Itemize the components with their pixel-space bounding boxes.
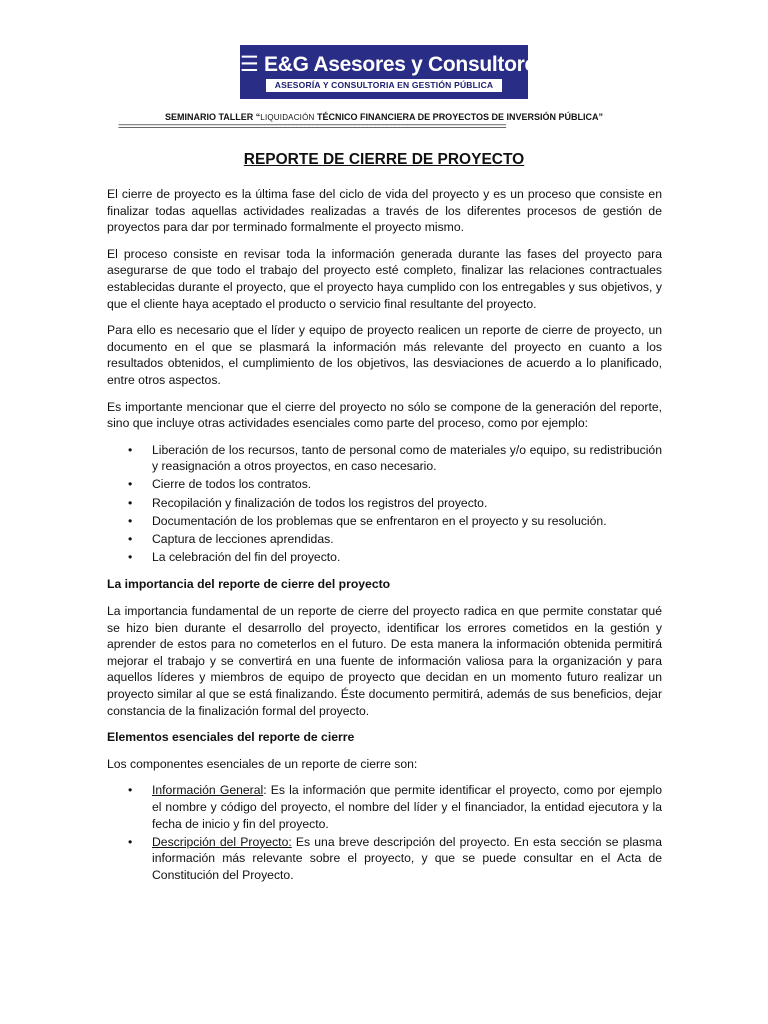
header-rule: ================================================================================================== xyxy=(118,122,506,132)
list-item xyxy=(107,549,662,566)
bullet-icon: • xyxy=(128,834,133,849)
component-description: Es una breve descripción del proyecto. En esta sección se plasma información más relevante sobre el proyecto, y que se puede consultar en el Acta de Constitución del Proyecto. xyxy=(152,834,662,882)
list-item xyxy=(107,834,662,884)
heading-importance: La importancia del reporte de cierre del proyecto xyxy=(107,577,391,592)
bullet-icon: • xyxy=(128,531,133,546)
list-item xyxy=(107,442,662,475)
list-item-text: Captura de lecciones aprendidas. xyxy=(152,531,334,546)
component-term: Descripción del Proyecto: xyxy=(152,834,292,849)
list-item-text: Documentación de los problemas que se enfrentaron en el proyecto y su resolución. xyxy=(152,513,607,528)
list-item xyxy=(107,513,662,530)
bullet-icon: • xyxy=(128,495,133,510)
list-item xyxy=(107,782,662,832)
list-item xyxy=(107,495,662,512)
paragraph-intro: El cierre de proyecto es la última fase del ciclo de vida del proyecto y es un proceso que consiste en finalizar todas aquellas actividades realizadas a través de los diferentes procesos de gestión de proyectos para dar por terminado formalmente el proyecto mismo. xyxy=(107,187,662,235)
activities-list xyxy=(107,442,662,566)
paragraph-components: Los componentes esenciales de un reporte de cierre son: xyxy=(107,756,418,771)
component-description: : Es la información que permite identificar el proyecto, como por ejemplo el nombre y código del proyecto, el nombre del líder y el financiador, la entidad ejecutora y la fecha de inicio y fin del proyecto. xyxy=(152,783,662,831)
seminar-liquidacion: LIQUIDACIÓN xyxy=(260,113,315,122)
bullet-icon: • xyxy=(128,549,133,564)
list-item xyxy=(107,476,662,493)
list-item-text: La celebración del fin del proyecto. xyxy=(152,549,341,564)
seminar-close-quote: ” xyxy=(598,112,604,122)
list-item-text: Cierre de todos los contratos. xyxy=(152,477,312,492)
paragraph-activities: Es importante mencionar que el cierre del proyecto no sólo se compone de la generación del reporte, sino que incluye otras actividades esenciales como parte del proceso, como por ejemplo: xyxy=(107,399,662,431)
logo-title: ☰ E&G Asesores y Consultores EIRL ☰ xyxy=(240,53,624,76)
bullet-icon: • xyxy=(128,513,133,528)
seminar-label: SEMINARIO TALLER “ xyxy=(164,112,261,122)
logo-subtitle: ASESORÍA Y CONSULTORIA EN GESTIÓN PÚBLICA xyxy=(266,79,502,92)
seminar-topic: TÉCNICO FINANCIERA DE PROYECTOS DE INVERSIÓN PÚBLICA xyxy=(314,112,599,122)
bullet-icon: • xyxy=(128,442,133,457)
paragraph-process: El proceso consiste en revisar toda la información generada durante las fases del proyecto para asegurarse de que todo el trabajo del proyecto esté completo, finalizar las relaciones contractuales establecidas durante el proyecto, que el proyecto haya cumplido con los entregables y sus objetivos, y que el cliente haya aceptado el producto o servicio final resultante del proyecto. xyxy=(107,246,662,311)
page-title: REPORTE DE CIERRE DE PROYECTO xyxy=(243,151,525,168)
list-item xyxy=(107,531,662,548)
bullet-icon: • xyxy=(128,783,133,798)
list-item-text: Liberación de los recursos, tanto de personal como de materiales y/o equipo, su redistribución y reasignación a otros proyectos, en caso necesario. xyxy=(152,442,662,474)
document-body xyxy=(107,186,662,894)
paragraph-report: Para ello es necesario que el líder y equipo de proyecto realicen un reporte de cierre de proyecto, un documento en el que se plasmará la información más relevante del proyecto en cuanto a los resultados obtenidos, el cumplimiento de los objetivos, las desviaciones de acuerdo a lo planificado, entre otros aspectos. xyxy=(107,323,662,387)
list-item-text: Recopilación y finalización de todos los registros del proyecto. xyxy=(152,495,488,510)
company-logo xyxy=(240,45,624,99)
seminar-header xyxy=(0,112,768,122)
bullet-icon: • xyxy=(128,477,133,492)
components-list xyxy=(107,782,662,883)
paragraph-importance: La importancia fundamental de un reporte de cierre del proyecto radica en que permite constatar qué se hizo bien durante el desarrollo del proyecto, identificar los errores cometidos en la gestión y aprender de estos para no cometerlos en el futuro. De esta manera la información obtenida permitirá mejorar el trabajo y se convertirá en una fuente de información valiosa para la organización y para aquellos líderes y miembros de equipo de proyecto que decidan en un momento futuro realizar un proyecto similar al que se está finalizando. Éste documento permitirá, además de sus beneficios, dejar constancia de la finalización formal del proyecto. xyxy=(107,603,662,718)
component-term: Información General xyxy=(152,783,264,798)
heading-elements: Elementos esenciales del reporte de cierre xyxy=(107,730,355,745)
